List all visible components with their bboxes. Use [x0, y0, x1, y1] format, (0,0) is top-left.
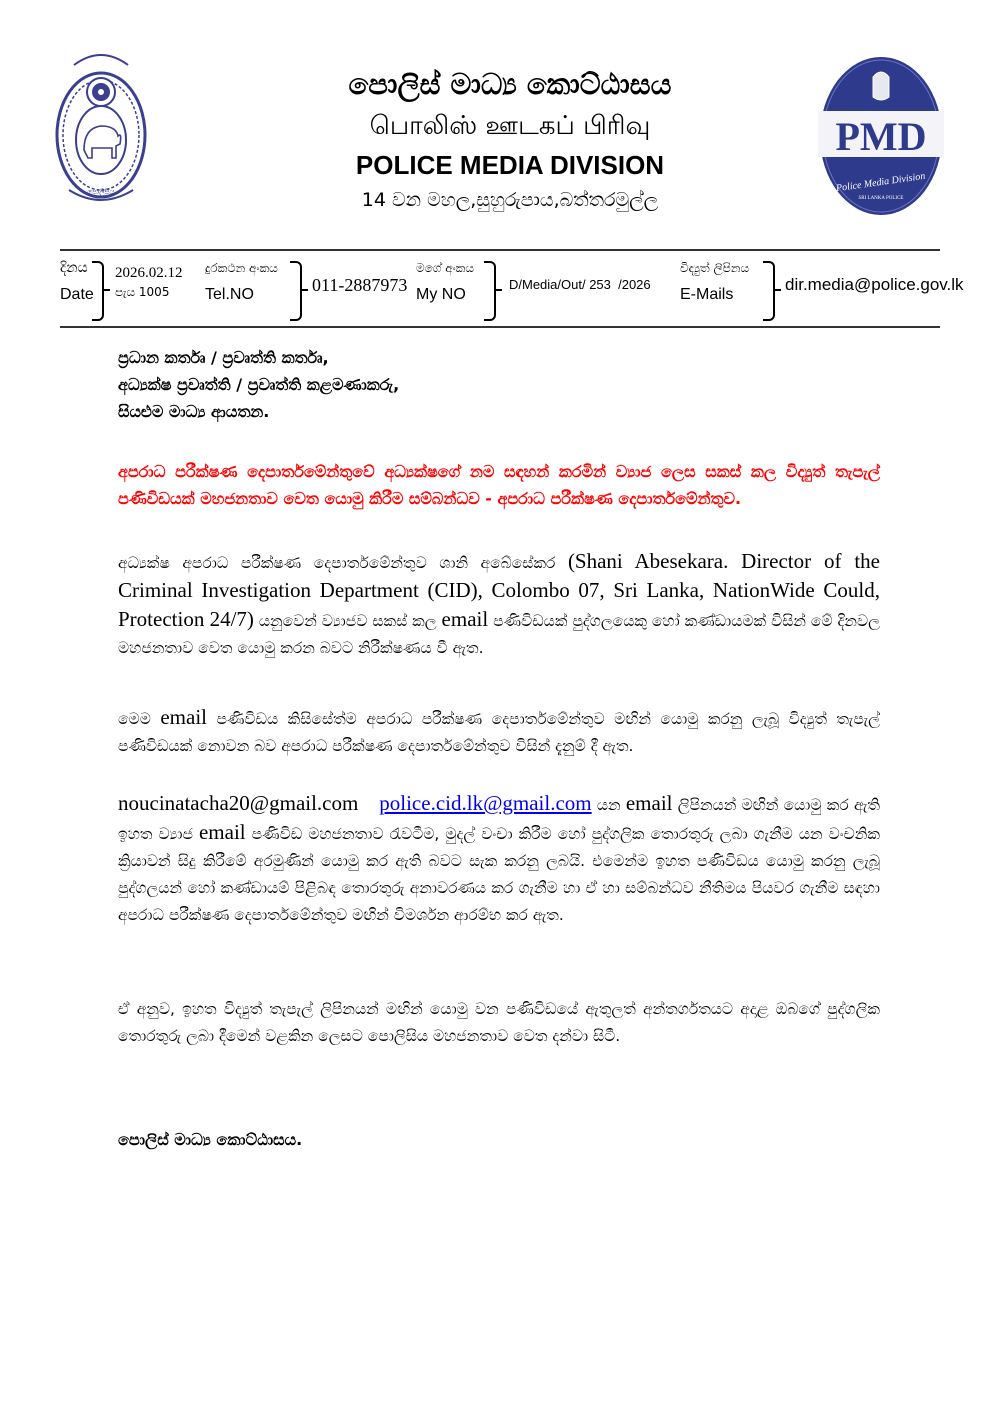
addressee-line: ප්‍රධාන කර්තෘ / ප්‍රවෘත්ති කර්තෘ, [118, 348, 329, 367]
contact-email[interactable]: dir.media@police.gov.lk [785, 275, 964, 294]
fake-email-address-1: noucinatacha20@gmail.com [118, 791, 359, 815]
svg-text:Police Media Division: Police Media Division [835, 170, 926, 195]
reference-number: D/Media/Out/ 253 /2026 [509, 277, 651, 292]
title-tamil: பொலிஸ் ஊடகப் பிரிவு [369, 111, 651, 141]
date-value: 2026.02.12 පැය 1005 [115, 265, 183, 299]
title-sinhala: පොලිස් මාධ්‍ය කොට්ඨාසය [348, 67, 672, 101]
brace-my-no [484, 261, 496, 321]
tel-value: 011-2887973 [312, 275, 408, 295]
brace-tel [290, 261, 302, 321]
my-no-label: මගේ අංකය My NO [416, 261, 475, 303]
fake-email-link[interactable]: police.cid.lk@gmail.com [379, 791, 592, 815]
title-english: POLICE MEDIA DIVISION [355, 150, 665, 180]
svg-text:SRI LANKA POLICE: SRI LANKA POLICE [858, 196, 904, 201]
svg-text:පොලිසිය: පොලිසිය [87, 188, 115, 196]
office-address: 14 වන මහල,සුහුරුපාය,බත්තරමුල්ල [361, 189, 659, 211]
header-divider-bottom [60, 326, 940, 328]
brace-email [763, 261, 775, 321]
svg-text:PMD: PMD [835, 114, 927, 159]
brace-date [92, 261, 104, 321]
addressee-line: සියළුම මාධ්‍ය ආයතන. [118, 402, 270, 421]
body-paragraph-2: මෙම email පණිවිඩය කිසිසේත්ම අපරාධ පරීක්ෂණ දෙපාර්තමේන්තුව මඟින් යොමු කරනු ලැබූ විද්‍යුත් තැපැල් පණිවිඩයක් නොවන බව අපරාධ පරීක්ෂණ දෙපාර්තමේන්තුව විසින් දැනුම් දී ඇත. [118, 705, 880, 755]
header-divider-top [60, 249, 940, 251]
addressee-line: අධ්‍යක්ෂ ප්‍රවෘත්ති / ප්‍රවෘත්ති කළමණාකරු, [118, 375, 400, 394]
body-paragraph-4: ඒ අනුව, ඉහත විද්‍යුත් තැපැල් ලිපිනයන් මඟින් යොමු වන පණිවිඩයේ ඇතුලත් අන්තර්ගතයට අදාළ ඔබගේ පුද්ගලික තොරතුරු ලබා දීමෙන් වළකින ලෙසට පොලිසිය මහජනතාව වෙත දන්වා සිටී. [118, 1000, 880, 1045]
email-label: විද්‍යුත් ලිපිනය E-Mails [680, 261, 750, 303]
body-paragraph-3: noucinatacha20@gmail.com police.cid.lk@gmail.com යන email ලිපිනයන් මඟින් යොමු කර ඇති ඉහත ව්‍යාජ email පණිවිඩ මහජනතාව රැවටීම, මුදල් වංචා කිරීම හෝ පුද්ගලික තොරතුරු ලබා ගැනීම යන වංචනික ක්‍රියාවන් සිදු කිරීමේ අරමුණින් යොමු කර ඇති බවට සැක කරනු ලබයි. එමෙන්ම ඉහත පණිවිඩය යොමු කරනු ලැබූ පුද්ගලයන් හෝ කණ්ඩායම් පිළිබඳ තොරතුරු අනාවරණය කර ගැනීම හා ඒ හා සම්බන්ධව නීතිමය පියවර ගැනීම සඳහා අපරාධ පරීක්ෂණ දෙපාර්තමේන්තුව මඟින් විමර්ශන ආරම්භ කර ඇත. [118, 791, 880, 924]
body-paragraph-1: අධ්‍යක්ෂ අපරාධ පරීක්ෂණ දෙපාර්තමේන්තුව ශානි අබේසේකර (Shani Abesekara. Director of the Criminal Investigation Department (CID), Colombo 07, Sri Lanka, NationWide Could, Protection 24/7) යනුවෙන් ව්‍යාජව සකස් කල email පණිවිඩයක් පුද්ගලයෙකු හෝ කණ්ඩායමක් විසින් මේ දිනවල මහජනතාව වෙත යොමු කරන බවට නිරීක්ෂණය වී ඇත. [118, 549, 880, 657]
addressee-block [118, 344, 880, 425]
tel-label: දුරකථන අංකය Tel.NO [205, 261, 278, 303]
contact-strip [60, 257, 964, 321]
sri-lanka-police-crest-logo [54, 40, 148, 210]
signoff: පොලිස් මාධ්‍ය කොට්ඨාසය. [118, 1130, 303, 1149]
letterhead-title-block [300, 62, 720, 216]
subject-heading: අපරාධ පරීක්ෂණ දෙපාර්තමේන්තුවේ අධ්‍යක්ෂගේ නම සඳහන් කරමින් ව්‍යාජ ලෙස සකස් කල විද්‍යුත් තැපැල් පණිවිඩයක් මහජනතාව වෙත යොමු කිරීම සම්බන්ධව - අපරාධ පරීක්ෂණ දෙපාර්තමේන්තුව. [118, 462, 880, 508]
date-label: දිනය Date [60, 260, 94, 303]
pmd-badge-logo [818, 55, 944, 217]
